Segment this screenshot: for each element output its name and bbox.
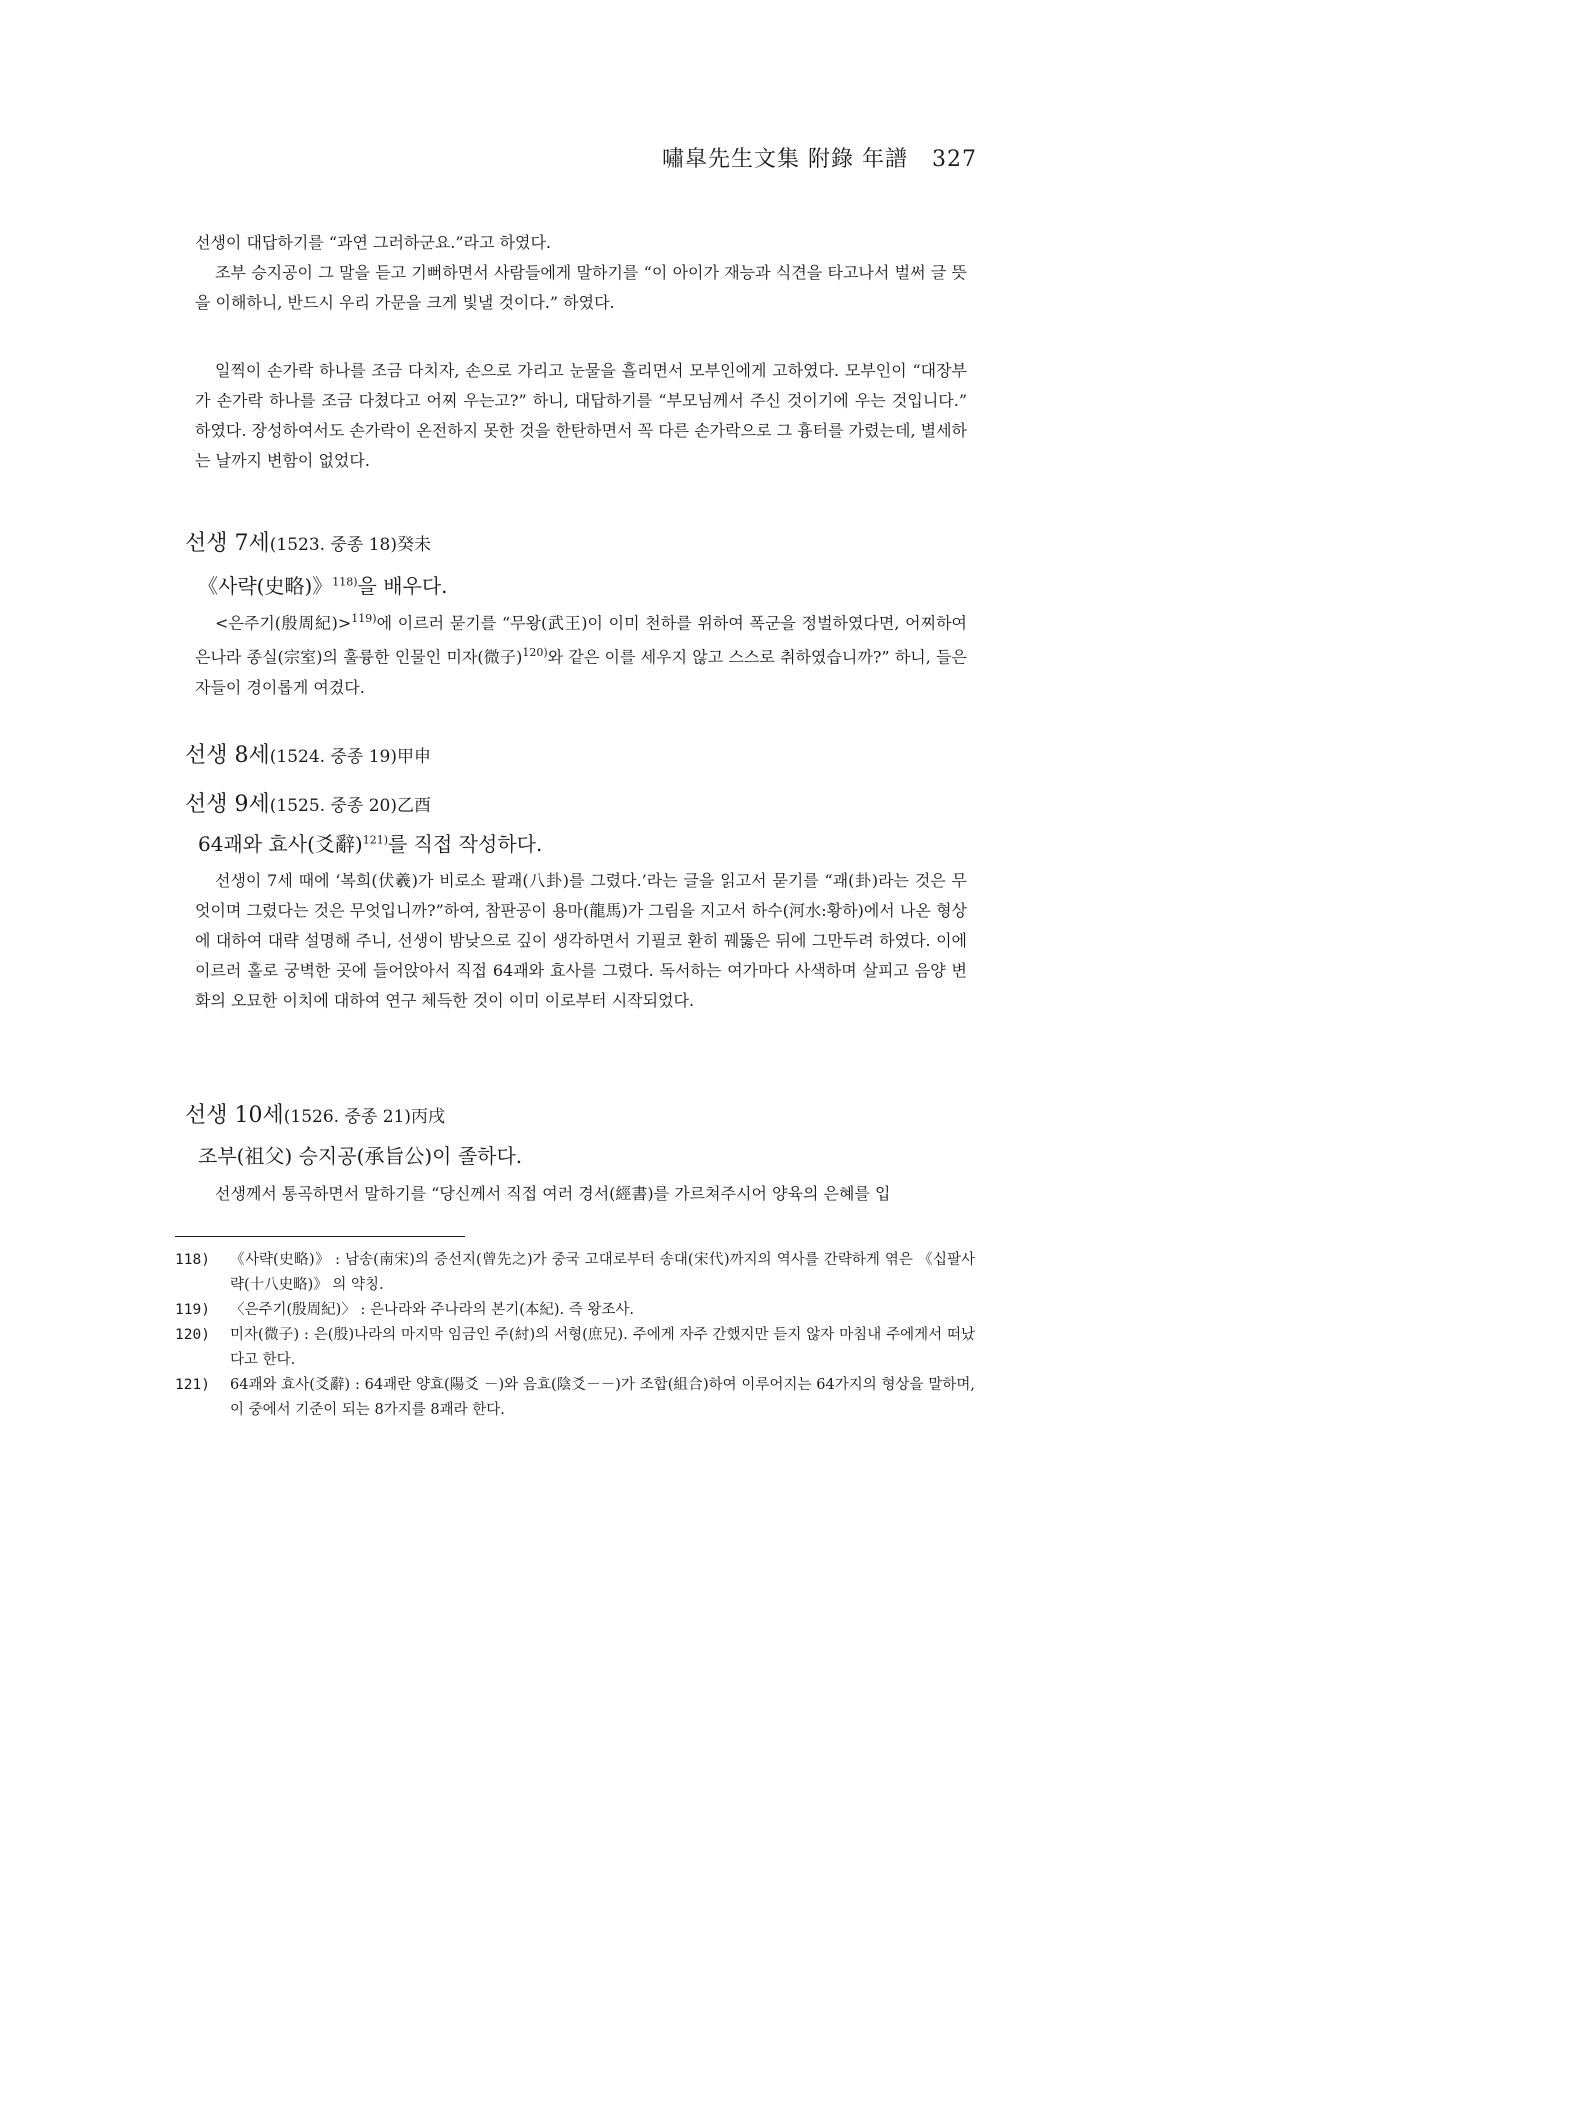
footnote-text: 〈은주기(殷周紀)〉 : 은나라와 주나라의 본기(本紀). 즉 왕조사. (230, 1302, 635, 1318)
footnote-119 (175, 1298, 975, 1323)
year-heading-label: 선생 7세 (185, 531, 270, 556)
footnote-121 (175, 1373, 975, 1423)
paragraph-age9: 선생이 7세 때에 ‘복희(伏羲)가 비로소 팔괘(八卦)를 그렸다.’라는 글을 읽고서 묻기를 “괘(卦)라는 것은 무엇이며 그렸다는 것은 무엇입니까?”하여, 참판공이 용마(龍馬)가 그림을 지고서 하수(河水:황하)에서 나온 형상에 대하여 대략 설명해 주니, 선생이 밤낮으로 깊이 생각하면서 기필코 환히 꿰뚫은 뒤에 그만두려 하였다. 이에 이르러 홀로 궁벽한 곳에 들어앉아서 직접 64괘와 효사를 그렸다. 독서하는 여가마다 사색하며 살피고 음양 변화의 오묘한 이치에 대하여 연구 체득한 것이 이미 이로부터 시작되었다. (195, 871, 967, 1010)
year-heading-detail: (1523. 중종 18)癸未 (269, 535, 431, 555)
paragraph-finger: 일찍이 손가락 하나를 조금 다치자, 손으로 가리고 눈물을 흘리면서 모부인에게 고하였다. 모부인이 “대장부가 손가락 하나를 조금 다쳤다고 어찌 우는고?” 하니, 대답하기를 “부모님께서 주신 것이기에 우는 것입니다.” 하였다. 장성하여서도 손가락이 온전하지 못한 것을 한탄하면서 꼭 다른 손가락으로 그 흉터를 가렸는데, 별세하는 날까지 변함이 없었다. (195, 361, 967, 470)
footnote-number: 121) (175, 1377, 210, 1393)
running-header (662, 142, 977, 173)
event-title-tail: 를 직접 작성하다. (388, 832, 543, 856)
text-segment: <은주기(殷周紀)> (215, 613, 352, 633)
footnote-ref-118: 118) (332, 575, 358, 589)
footnote-ref-121: 121) (362, 833, 388, 847)
footnote-text: 64괘와 효사(爻辭) : 64괘란 양효(陽爻 －)와 음효(陰爻－－)가 조합(組合)하여 이루어지는 64가지의 형상을 말하며, 이 중에서 기준이 되는 8가지를 8괘라 한다. (230, 1377, 975, 1418)
page-number: 327 (932, 147, 977, 172)
paragraph-age7 (195, 604, 967, 703)
footnote-number: 119) (175, 1302, 210, 1318)
footnote-number: 120) (175, 1327, 210, 1343)
year-heading-detail: (1525. 중종 20)乙酉 (269, 796, 431, 816)
year-heading-label: 선생 8세 (185, 743, 270, 768)
year-heading-detail: (1524. 중종 19)甲申 (269, 747, 431, 767)
running-title: 嘯皐先生文集 附錄 年譜 (662, 147, 909, 172)
year-heading-age8 (185, 738, 431, 769)
event-title-text: 《사략(史略)》 (198, 574, 333, 598)
year-heading-age10 (185, 1098, 445, 1129)
text-segment: 와 같은 이를 세우지 않고 스스로 취하였습니까?” 하니, 들은 자들이 경이롭게 여겼다. (195, 647, 967, 697)
footnote-118 (175, 1248, 975, 1298)
paragraph-age10: 선생께서 통곡하면서 말하기를 “당신께서 직접 여러 경서(經書)를 가르쳐주시어 양육의 은혜를 입 (215, 1184, 891, 1203)
footnote-ref-119: 119) (351, 612, 377, 625)
year-heading-age9 (185, 787, 431, 818)
event-title-age10: 조부(祖父) 승지공(承旨公)이 졸하다. (198, 1144, 523, 1168)
event-title-tail: 을 배우다. (357, 574, 448, 598)
footnote-text: 《사략(史略)》 : 남송(南宋)의 증선지(曾先之)가 중국 고대로부터 송대(宋代)까지의 역사를 간략하게 엮은 《십팔사략(十八史略)》 의 약칭. (230, 1252, 975, 1293)
paragraph-grandfather: 조부 승지공이 그 말을 듣고 기뻐하면서 사람들에게 말하기를 “이 아이가 재능과 식견을 타고나서 벌써 글 뜻을 이해하니, 반드시 우리 가문을 크게 빛낼 것이다.” 하였다. (195, 263, 967, 312)
year-heading-detail: (1526. 중종 21)丙戌 (283, 1107, 445, 1127)
paragraph-answer: 선생이 대답하기를 “과연 그러하군요.”라고 하였다. (195, 233, 551, 252)
event-title-age9 (198, 828, 542, 857)
year-heading-age7 (185, 526, 431, 557)
footnote-120 (175, 1323, 975, 1373)
footnote-text: 미자(微子) : 은(殷)나라의 마지막 임금인 주(紂)의 서형(庶兄). 주에게 자주 간했지만 듣지 않자 마침내 주에게서 떠났다고 한다. (230, 1327, 975, 1368)
year-heading-label: 선생 10세 (185, 1103, 284, 1128)
footnote-divider (175, 1236, 465, 1237)
event-title-age7 (198, 570, 448, 599)
footnotes (175, 1248, 975, 1423)
event-title-text: 64괘와 효사(爻辭) (198, 832, 363, 856)
text-segment: 에 이르러 묻기를 “무왕(武王)이 이미 천하를 위하여 폭군을 정벌하였다면, 어찌하여 은나라 종실(宗室)의 훌륭한 인물인 미자(微子) (195, 613, 967, 667)
year-heading-label: 선생 9세 (185, 792, 270, 817)
footnote-number: 118) (175, 1252, 210, 1268)
footnote-ref-120: 120) (522, 646, 548, 660)
